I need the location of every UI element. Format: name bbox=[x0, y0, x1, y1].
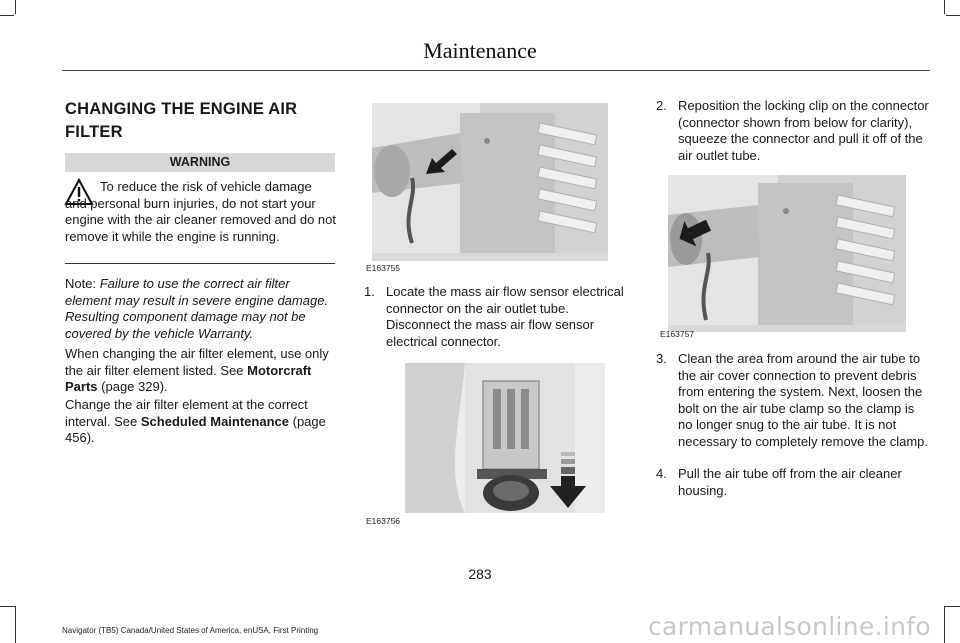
page-header-title: Maintenance bbox=[423, 38, 537, 63]
parts-paragraph-text: When changing the air filter element, use only the air filter element listed. See bbox=[65, 346, 329, 378]
crop-mark bbox=[944, 0, 945, 14]
crop-mark bbox=[944, 606, 945, 643]
header-divider bbox=[62, 70, 930, 71]
note-text: Failure to use the correct air filter element may result in severe engine damage. Resulting component damage may not be covered by the vehicle Warranty. bbox=[65, 276, 329, 341]
maintenance-page-ref: (page 456). bbox=[65, 413, 326, 445]
warning-divider bbox=[65, 263, 335, 264]
note-label: Note: bbox=[65, 276, 97, 291]
figure-2-label: E163756 bbox=[366, 516, 401, 526]
crop-mark bbox=[0, 606, 16, 607]
page-number: 283 bbox=[468, 566, 492, 582]
crop-mark bbox=[0, 15, 14, 16]
interval-paragraph-text: Change the air filter element at the correct interval. See bbox=[65, 397, 308, 429]
step-2 bbox=[656, 98, 931, 168]
air-tube-connector-illustration bbox=[668, 175, 906, 332]
figure-1-label: E163755 bbox=[366, 263, 401, 273]
watermark-text: carmanualsonline.info bbox=[648, 612, 931, 641]
down-arrow-icon bbox=[548, 450, 588, 510]
crop-mark bbox=[15, 0, 16, 14]
crop-mark bbox=[15, 606, 16, 643]
crop-mark bbox=[944, 606, 960, 607]
warning-text: To reduce the risk of vehicle damage and personal burn injuries, do not start your engine with the air cleaner removed and do not remove it while the engine is running. bbox=[65, 179, 337, 244]
step-4 bbox=[656, 466, 931, 506]
step-1 bbox=[364, 284, 634, 354]
step-3-text: Clean the area from around the air tube to the air cover connection to prevent debris from entering the system. Next, loosen the bolt on the air tube clamp so the clamp is no longer snug to the air tube. It is not necessary to completely remove the clamp. bbox=[678, 351, 928, 449]
parts-page-ref: (page 329). bbox=[101, 379, 168, 394]
step-3-number: 3. bbox=[656, 351, 667, 366]
step-2-number: 2. bbox=[656, 98, 667, 113]
pointer-arrow-icon bbox=[676, 216, 712, 246]
step-4-text: Pull the air tube off from the air cleaner housing. bbox=[678, 466, 902, 498]
section-title: CHANGING THE ENGINE AIR FILTER bbox=[65, 100, 298, 141]
step-3 bbox=[656, 351, 931, 461]
warning-label: WARNING bbox=[65, 153, 335, 172]
crop-mark bbox=[946, 15, 960, 16]
edition-text: Navigator (TB5) Canada/United States of America, enUSA, First Printing bbox=[62, 626, 319, 635]
parts-paragraph bbox=[65, 346, 337, 396]
motorcraft-parts-link[interactable]: Motorcraft Parts bbox=[65, 362, 312, 394]
note-paragraph bbox=[65, 276, 337, 342]
interval-paragraph bbox=[65, 397, 337, 447]
scheduled-maintenance-link[interactable]: Scheduled Maintenance bbox=[140, 413, 289, 429]
pointer-arrow-icon bbox=[422, 146, 462, 178]
engine-air-tube-illustration bbox=[372, 103, 608, 261]
step-1-text: Locate the mass air flow sensor electrical connector on the air outlet tube. Disconnect the mass air flow sensor electrical connector. bbox=[386, 284, 624, 349]
figure-3-label: E163757 bbox=[660, 329, 695, 339]
step-1-number: 1. bbox=[364, 284, 375, 299]
step-2-text: Reposition the locking clip on the connector (connector shown from below for clarity), squeeze the connector and pull it off of the air outlet tube. bbox=[678, 98, 929, 163]
step-4-number: 4. bbox=[656, 466, 667, 481]
